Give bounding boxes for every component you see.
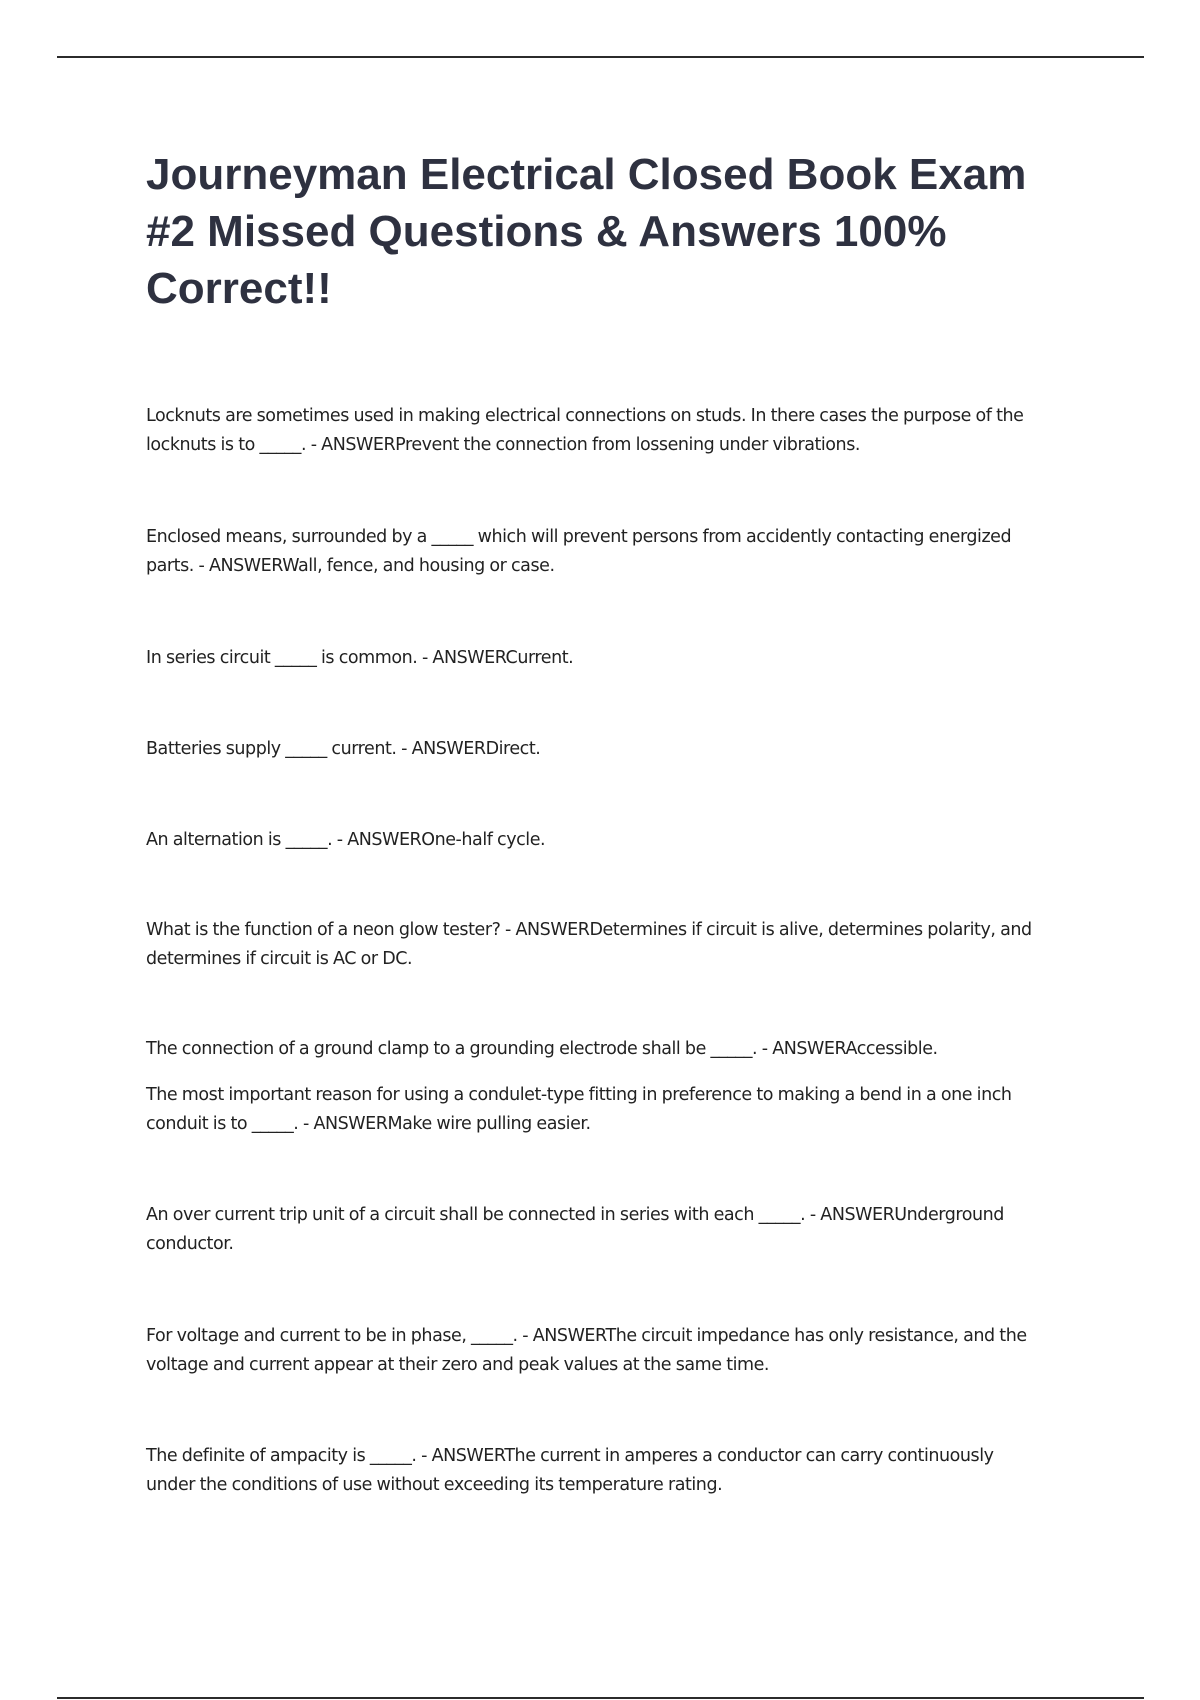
- qa-item-voltage-current-phase: For voltage and current to be in phase, _____. - ANSWERThe circuit impedance has only resistance, and the voltage and current appear at their zero and peak values at the same time.: [146, 1326, 1027, 1375]
- qa-item-enclosed: Enclosed means, surrounded by a _____ which will prevent persons from accidently contacting energized parts. - ANSWERWall, fence, and housing or case.: [146, 527, 1012, 576]
- qa-item-series-circuit: In series circuit _____ is common. - ANSWERCurrent.: [146, 648, 574, 668]
- qa-item-locknuts: Locknuts are sometimes used in making electrical connections on studs. In there cases the purpose of the locknuts is to _____. - ANSWERPrevent the connection from lossening under vibrations.: [146, 406, 1024, 455]
- document-title: Journeyman Electrical Closed Book Exam #2 Missed Questions & Answers 100% Correct!!: [146, 150, 1027, 313]
- bottom-divider: [57, 1697, 1144, 1699]
- qa-item-ground-clamp: The connection of a ground clamp to a grounding electrode shall be _____. - ANSWERAccessible.: [146, 1039, 938, 1059]
- top-divider: [57, 56, 1144, 58]
- qa-item-neon-glow-tester: What is the function of a neon glow tester? - ANSWERDetermines if circuit is alive, determines polarity, and determines if circuit is AC or DC.: [146, 920, 1032, 969]
- qa-item-alternation: An alternation is _____. - ANSWEROne-half cycle.: [146, 830, 546, 850]
- qa-item-over-current-trip: An over current trip unit of a circuit shall be connected in series with each _____. - ANSWERUnderground conductor.: [146, 1205, 1004, 1254]
- qa-item-ampacity: The definite of ampacity is _____. - ANSWERThe current in amperes a conductor can carry continuously under the conditions of use without exceeding its temperature rating.: [146, 1446, 994, 1495]
- qa-item-condulet-fitting: The most important reason for using a condulet-type fitting in preference to making a bend in a one inch conduit is to _____. - ANSWERMake wire pulling easier.: [146, 1085, 1012, 1134]
- qa-item-batteries: Batteries supply _____ current. - ANSWERDirect.: [146, 739, 541, 759]
